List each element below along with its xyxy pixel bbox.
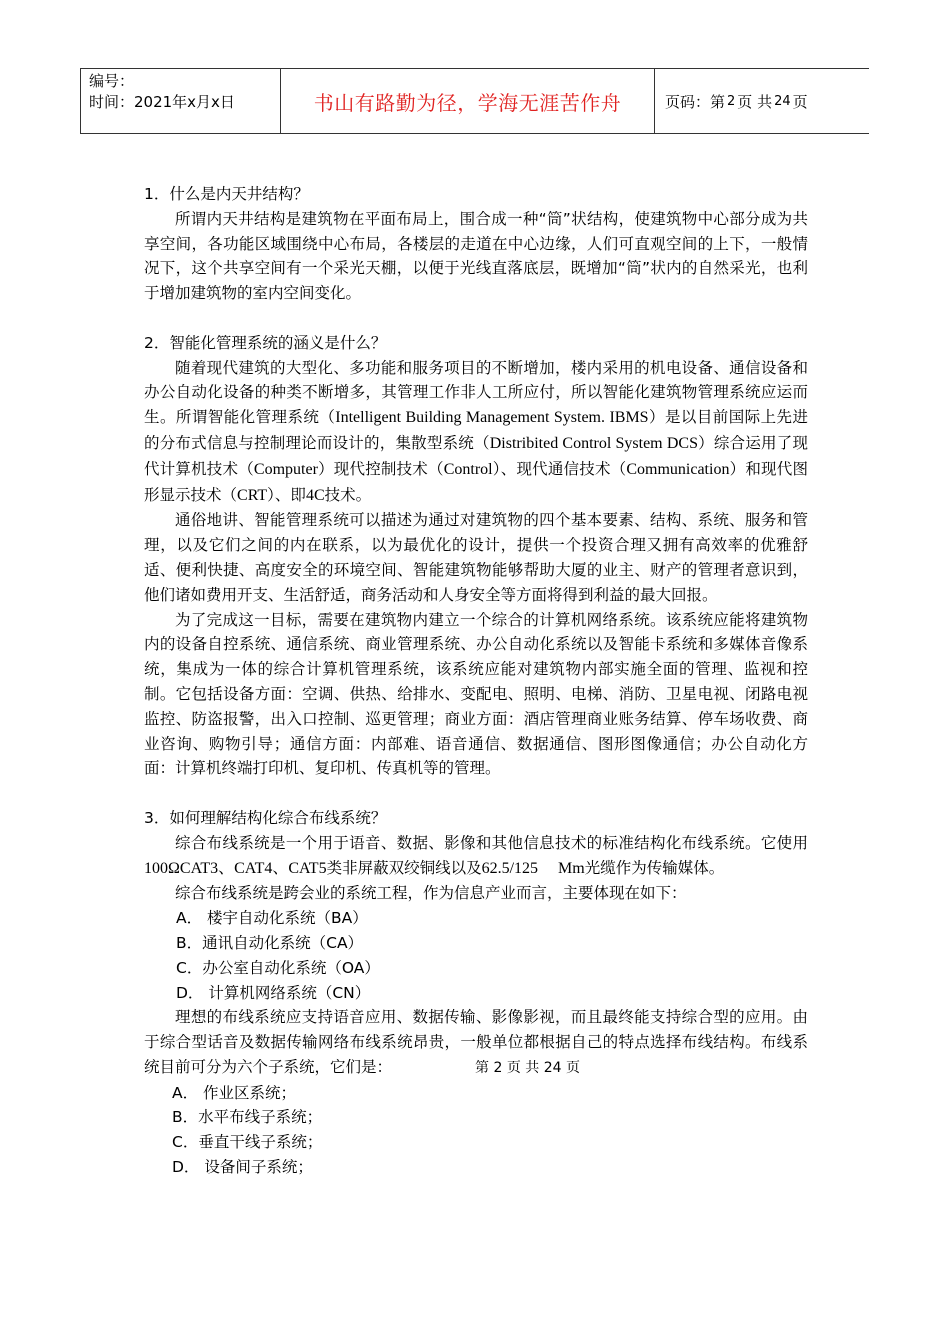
motto: 书山有路勤为径，学海无涯苦作舟 xyxy=(281,69,655,133)
question-3-title: 3．如何理解结构化综合布线系统？ xyxy=(144,808,387,827)
header-table xyxy=(80,68,869,134)
list-item: D． 计算机网络系统（CN） xyxy=(176,983,371,1002)
question-2-paragraph-2: 通俗地讲、智能管理系统可以描述为通过对建筑物的四个基本要素、结构、系统、服务和管理，以及它们之间的内在联系，以为最优化的设计，提供一个投资合理又拥有高效率的优雅舒适、便利快捷、高度安全的环境空间、智能建筑物能够帮助大厦的业主、财产的管理者意识到，他们诸如费用开支、生活舒适，商务活动和人身安全等方面将得到利益的最大回报。 xyxy=(144,511,808,604)
list-item: A． 楼宇自动化系统（BA） xyxy=(176,909,368,928)
question-3-paragraph-1: 综合布线系统是一个用于语音、数据、影像和其他信息技术的标准结构化布线系统。它使用100ΩCAT3、CAT4、CAT5类非屏蔽双绞铜线以及62.5/125 Mm光缆作为传输媒体。 xyxy=(144,833,808,877)
list-item: B．通讯自动化系统（CA） xyxy=(176,933,364,952)
list-item: C．垂直干线子系统； xyxy=(172,1133,323,1152)
list-item: C．办公室自动化系统（OA） xyxy=(176,958,380,977)
question-2-paragraph-3: 为了完成这一目标，需要在建筑物内建立一个综合的计算机网络系统。该系统应能将建筑物内的设备自控系统、通信系统、商业管理系统、办公自动化系统以及智能卡系统和多媒体音像系统，集成为一体的综合计算机管理系统，该系统应能对建筑物内部实施全面的管理、监视和控制。它包括设备方面：空调、供热、给排水、变配电、照明、电梯、消防、卫星电视、闭路电视监控、防盗报警，出入口控制、巡更管理；商业方面：酒店管理商业账务结算、停车场收费、商业咨询、购物引导；通信方面：内部难、语音通信、数据通信、图形图像通信；办公自动化方面：计算机终端打印机、复印机、传真机等的管理。 xyxy=(144,610,808,778)
question-2-paragraph-1: 随着现代建筑的大型化、多功能和服务项目的不断增加，楼内采用的机电设备、通信设备和办公自动化设备的种类不断增多，其管理工作非人工所应付，所以智能化建筑物管理系统应运而生。所谓智能化管理系统（Intelligent Building Management System. IBMS）是以目前国际上先进的分布式信息与控制理论而设计的，集散型系统（Distribited Control System DCS）综合运用了现代计算机技术（Computer）现代控制技术（Control）、现代通信技术（Communication）和现代图形显示技术（CRT）、即4C技术。 xyxy=(144,358,808,504)
question-2-title: 2．智能化管理系统的涵义是什么？ xyxy=(144,333,387,352)
question-3-paragraph-3: 理想的布线系统应支持语音应用、数据传输、影像影视，而且最终能支持综合型的应用。由于综合型话音及数据传输网络布线系统昂贵，一般单位都根据自己的特点选择布线结构。布线系统目前可分为六个子系统，它们是： 第 2 页 共 24 页 xyxy=(144,1005,808,1080)
list-item: B．水平布线子系统； xyxy=(172,1108,323,1127)
page-total: 24 xyxy=(774,93,791,109)
list-item: A． 作业区系统； xyxy=(172,1083,297,1102)
page-indicator: 页码：第 2 页 共 24 页 xyxy=(665,92,808,111)
question-1-paragraph: 所谓内天井结构是建筑物在平面布局上，围合成一种“筒”状结构，使建筑物中心部分成为共享空间，各功能区域围绕中心布局，各楼层的走道在中心边缘，人们可直观空间的上下，一般情况下，这个共享空间有一个采光天棚，以便于光线直落底层，既增加“筒”状内的自然采光，也利于增加建筑物的室内空间变化。 xyxy=(144,209,808,303)
page-number: 2 xyxy=(727,93,736,109)
page-footer: 第 2 页 共 24 页 xyxy=(475,1059,580,1076)
document-body xyxy=(144,182,808,1180)
list-item: D． 设备间子系统； xyxy=(172,1158,313,1177)
header-meta xyxy=(81,69,281,133)
question-3-paragraph-2: 综合布线系统是跨会业的系统工程，作为信息产业而言，主要体现在如下： xyxy=(175,884,687,903)
question-1-title: 1．什么是内天井结构？ xyxy=(144,185,309,203)
time-label: 时间：2021年x月x日 xyxy=(89,93,235,111)
id-label: 编号： xyxy=(89,72,135,90)
